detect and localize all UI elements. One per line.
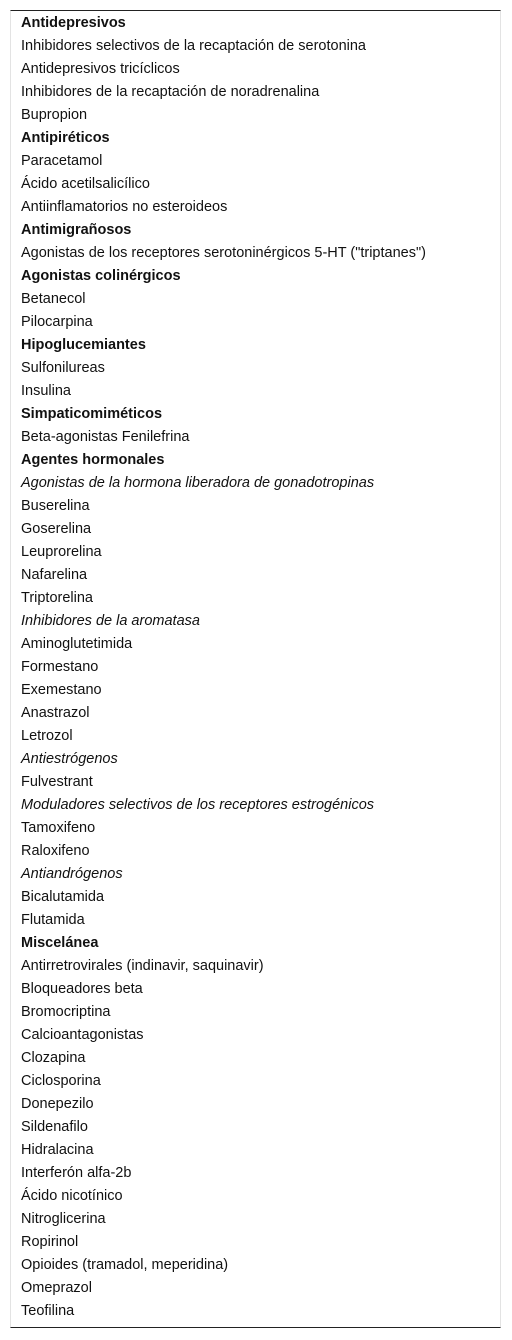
category-heading: Agentes hormonales: [21, 452, 165, 468]
category-heading: Hipoglucemiantes: [21, 337, 146, 353]
drug-item: Exemestano: [21, 682, 102, 698]
drug-item: Paracetamol: [21, 153, 103, 169]
drug-item: Bupropion: [21, 107, 88, 123]
drug-item: Teofilina: [21, 1303, 75, 1319]
category-heading: Agonistas colinérgicos: [21, 268, 181, 284]
drug-item: Beta-agonistas Fenilefrina: [21, 429, 190, 445]
drug-item: Pilocarpina: [21, 314, 93, 330]
drug-item: Antiinflamatorios no esteroideos: [21, 199, 228, 215]
drug-item: Calcioantagonistas: [21, 1027, 144, 1043]
drug-item: Antirretrovirales (indinavir, saquinavir): [21, 958, 264, 974]
subcategory-heading: Agonistas de la hormona liberadora de gonadotropinas: [21, 475, 375, 491]
drug-item: Nafarelina: [21, 567, 88, 583]
drug-item: Ropirinol: [21, 1234, 79, 1250]
drug-item: Ácido acetilsalicílico: [21, 176, 150, 192]
drug-item: Raloxifeno: [21, 843, 90, 859]
drug-item: Hidralacina: [21, 1142, 94, 1158]
drug-item: Omeprazol: [21, 1280, 92, 1296]
drug-item: Inhibidores de la recaptación de noradrenalina: [21, 84, 320, 100]
drug-item: Fulvestrant: [21, 774, 93, 790]
drug-item: Sildenafilo: [21, 1119, 88, 1135]
category-heading: Antidepresivos: [21, 15, 126, 31]
drug-item: Tamoxifeno: [21, 820, 96, 836]
subcategory-heading: Moduladores selectivos de los receptores estrogénicos: [21, 797, 375, 813]
category-heading: Miscelánea: [21, 935, 99, 951]
drug-item: Clozapina: [21, 1050, 86, 1066]
drug-item: Antidepresivos tricíclicos: [21, 61, 180, 77]
drug-item: Inhibidores selectivos de la recaptación de serotonina: [21, 38, 366, 54]
drug-item: Opioides (tramadol, meperidina): [21, 1257, 229, 1273]
drug-item: Bromocriptina: [21, 1004, 111, 1020]
drug-item: Nitroglicerina: [21, 1211, 106, 1227]
drug-item: Insulina: [21, 383, 71, 399]
drug-item: Interferón alfa-2b: [21, 1165, 132, 1181]
drug-item: Leuprorelina: [21, 544, 102, 560]
drug-item: Formestano: [21, 659, 99, 675]
drug-item: Goserelina: [21, 521, 92, 537]
subcategory-heading: Inhibidores de la aromatasa: [21, 613, 200, 629]
drug-item: Bloqueadores beta: [21, 981, 143, 997]
drug-item: Triptorelina: [21, 590, 93, 606]
drug-item: Agonistas de los receptores serotoninérgicos 5-HT ("triptanes"): [21, 245, 426, 261]
category-heading: Simpaticomiméticos: [21, 406, 163, 422]
drug-item: Sulfonilureas: [21, 360, 105, 376]
drug-item: Buserelina: [21, 498, 90, 514]
drug-list: [21, 12, 426, 1323]
drug-item: Anastrazol: [21, 705, 90, 721]
category-heading: Antipiréticos: [21, 130, 110, 146]
drug-item: Donepezilo: [21, 1096, 94, 1112]
drug-item: Flutamida: [21, 912, 85, 928]
drug-item: Betanecol: [21, 291, 86, 307]
drug-item: Letrozol: [21, 728, 73, 744]
drug-item: Aminoglutetimida: [21, 636, 133, 652]
drug-item: Bicalutamida: [21, 889, 105, 905]
drug-table: [10, 10, 501, 1328]
drug-item: Ciclosporina: [21, 1073, 101, 1089]
category-heading: Antimigrañosos: [21, 222, 132, 238]
subcategory-heading: Antiestrógenos: [21, 751, 118, 767]
drug-item: Ácido nicotínico: [21, 1188, 123, 1204]
subcategory-heading: Antiandrógenos: [21, 866, 123, 882]
